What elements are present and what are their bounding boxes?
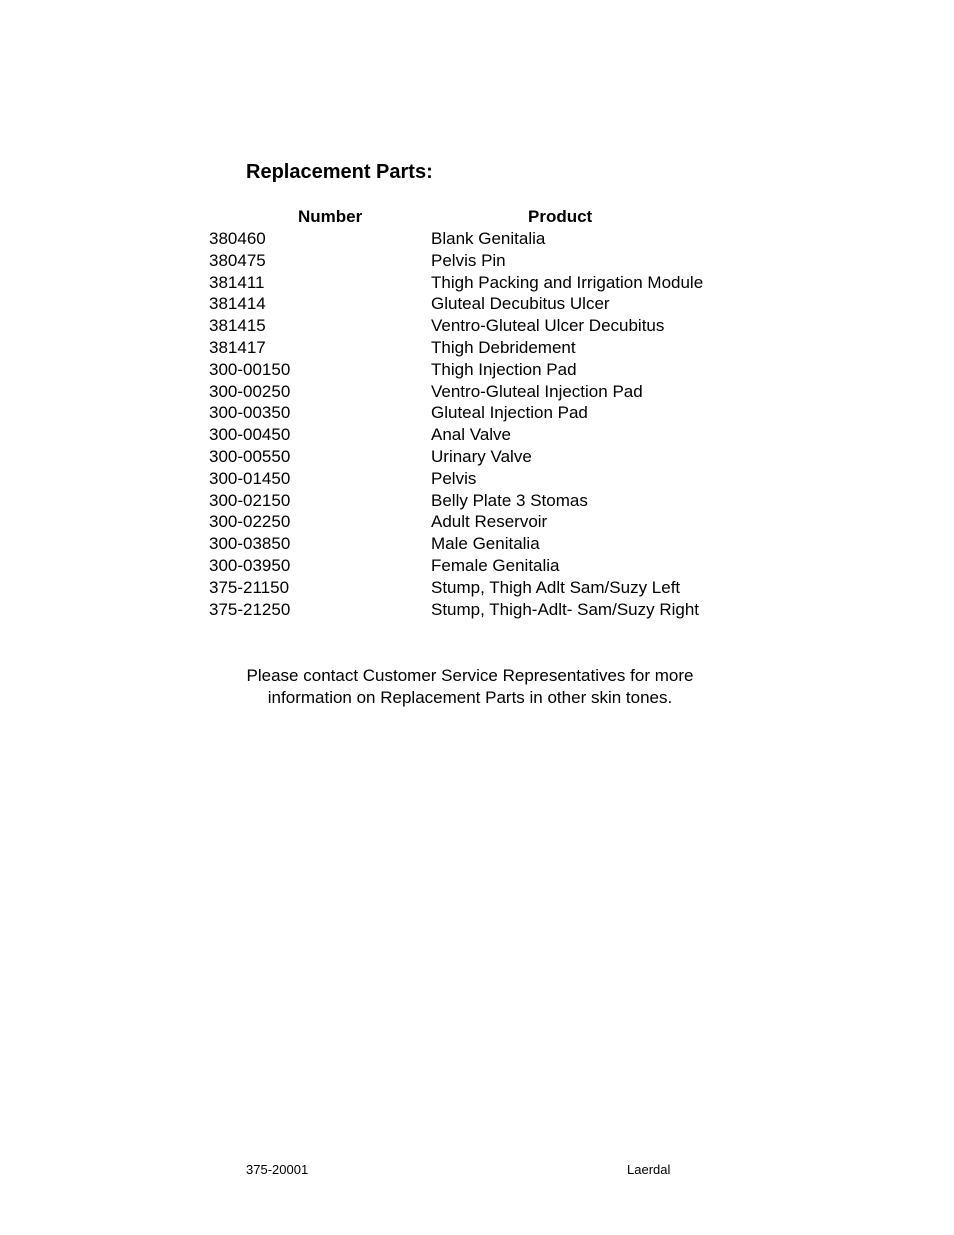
footer-brand: Laerdal <box>627 1162 671 1177</box>
table-row <box>209 293 703 315</box>
table-row <box>209 599 703 621</box>
contact-note <box>200 665 740 709</box>
table-row <box>209 228 703 250</box>
table-row <box>209 555 703 577</box>
product-name: Thigh Packing and Irrigation Module <box>431 272 704 292</box>
table-row <box>209 359 703 381</box>
part-number: 381415 <box>209 316 266 336</box>
part-number: 381414 <box>209 294 266 314</box>
product-name: Thigh Debridement <box>431 337 576 357</box>
part-number: 375-21150 <box>209 577 290 597</box>
product-name: Female Genitalia <box>431 555 560 575</box>
part-number: 380460 <box>209 229 266 248</box>
part-number: 300-02150 <box>209 490 291 510</box>
parts-list <box>209 228 703 620</box>
part-number: 300-03950 <box>209 555 291 575</box>
column-header-number: Number <box>298 207 363 226</box>
table-row <box>209 337 703 359</box>
table-row <box>209 424 703 446</box>
part-number: 300-03850 <box>209 534 291 554</box>
product-name: Thigh Injection Pad <box>431 359 577 379</box>
table-row <box>209 315 703 337</box>
product-name: Pelvis Pin <box>431 250 506 270</box>
part-number: 300-02250 <box>209 512 291 532</box>
table-row <box>209 577 703 599</box>
part-number: 380475 <box>209 250 266 270</box>
table-row <box>209 490 703 512</box>
product-name: Gluteal Decubitus Ulcer <box>431 294 610 314</box>
table-row <box>209 402 703 424</box>
product-name: Male Genitalia <box>431 534 540 554</box>
table-row <box>209 381 703 403</box>
product-name: Urinary Valve <box>431 446 532 466</box>
part-number: 381417 <box>209 337 266 357</box>
table-row <box>209 511 703 533</box>
table-row <box>209 250 703 272</box>
table-row <box>209 468 703 490</box>
footer-doc-number: 375-20001 <box>246 1162 309 1177</box>
part-number: 300-00150 <box>209 359 291 379</box>
part-number: 300-01450 <box>209 468 291 488</box>
column-header-product: Product <box>528 207 593 226</box>
product-name: Blank Genitalia <box>431 229 546 248</box>
product-name: Pelvis <box>431 468 477 488</box>
part-number: 375-21250 <box>209 599 291 619</box>
product-name: Ventro-Gluteal Injection Pad <box>431 381 643 401</box>
table-row <box>209 446 703 468</box>
part-number: 300-00250 <box>209 381 291 401</box>
product-name: Ventro-Gluteal Ulcer Decubitus <box>431 316 665 336</box>
product-name: Stump, Thigh-Adlt- Sam/Suzy Right <box>431 599 700 619</box>
table-row <box>209 272 703 294</box>
part-number: 300-00350 <box>209 403 291 423</box>
part-number: 300-00550 <box>209 446 291 466</box>
product-name: Stump, Thigh Adlt Sam/Suzy Left <box>431 577 681 597</box>
product-name: Adult Reservoir <box>431 512 548 532</box>
page-title: Replacement Parts: <box>246 161 433 183</box>
contact-note-line-1: Please contact Customer Service Representatives for more <box>246 666 694 685</box>
table-row <box>209 533 703 555</box>
product-name: Gluteal Injection Pad <box>431 403 588 423</box>
product-name: Anal Valve <box>431 425 512 445</box>
part-number: 381411 <box>209 272 265 292</box>
contact-note-line-2: information on Replacement Parts in other skin tones. <box>267 688 673 707</box>
product-name: Belly Plate 3 Stomas <box>431 490 588 510</box>
part-number: 300-00450 <box>209 425 291 445</box>
